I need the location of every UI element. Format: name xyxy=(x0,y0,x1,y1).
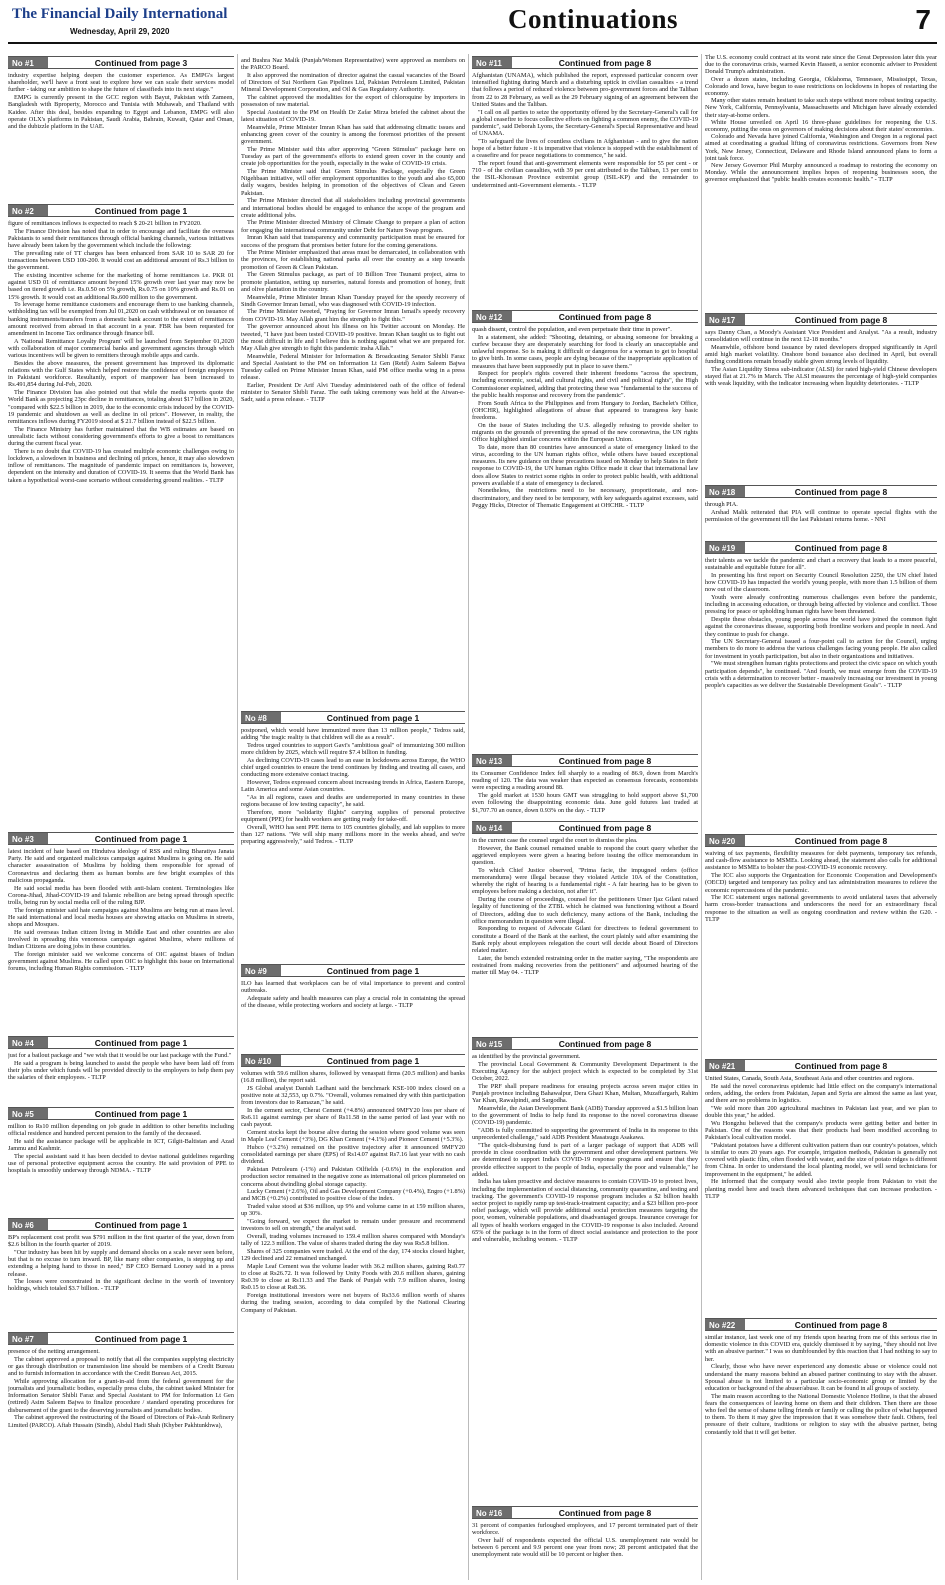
continued-from-label: Continued from page 1 xyxy=(326,713,420,723)
article-lead-continued xyxy=(705,54,937,312)
paragraph: While approving allocation for a grant-in-aid from the federal government for the journalists and journalistic bodies, especially press clubs, the cabinet tasked Minister for Information Senator Shibli Faraz and Special Assistant to PM for Information Lt Gen (retired) Asim Saleem Bajwa to finalize procedure / standard operating procedures for disbursement of the grant to the deserving journalists and journalistic bodies. xyxy=(8,1377,234,1414)
article-no-10 xyxy=(241,1054,465,1580)
article-no-9 xyxy=(241,964,465,1054)
paragraph: Maple Leaf Cement was the volume leader with 36.2 million shares, gaining Rs0.77 to close at Rs26.72. It was followed by Unity Foods with 20.6 million shares, gaining Rs0.39 to close at Rs11.33 and The Bank of Punjab with 7.9 million shares, losing Rs0.15 to close at Rs8.36. xyxy=(241,1262,465,1292)
article-header xyxy=(705,541,937,554)
article-body xyxy=(8,1345,234,1429)
article-body xyxy=(241,977,465,1009)
article-header xyxy=(472,1506,698,1519)
paragraph: The provincial Local Government & Community Development Department is the Executing Agency for the subject project which is expected to be completed by 31st October, 2022. xyxy=(472,1060,698,1083)
paragraph: "I call on all parties to seize the opportunity offered by the Secretary-General's call for a global ceasefire to focus collective efforts on fighting a common enemy, the COVID-19 pandemic", said Deborah Lyons, the Secretary-General's Special Representative and head of UNAMA. xyxy=(472,108,698,138)
paragraph: The cabinet approved the modalities for the export of chloroquine by importers in possession of raw material. xyxy=(241,94,465,109)
paragraph: The existing incentive scheme for the marketing of home remittances i.e. PKR 01 against USD 01 of remittance amount beyond 15% growth over last year may now be based on tiered growth i.e. Rs.0.50 on 5% growth, Rs.0.75 on 10% growth and Rs.01 on 15% growth. It would cost an additional Rs.600 million to the government. xyxy=(8,271,234,301)
article-header xyxy=(8,1036,234,1049)
article-no-16 xyxy=(472,1506,698,1580)
paragraph: Wu Hongzhu believed that the company's products were getting better and better in Pakistan. One of the reasons was that their products had been modified according to Pakistan's local cultivation model. xyxy=(705,1119,937,1142)
article-body xyxy=(705,847,937,923)
article-number-tag: No #6 xyxy=(8,1219,48,1230)
paragraph: Arshad Malik reiterated that PIA will continue to operate special flights with the permission of the government till the last Pakistani returns home. - NNI xyxy=(705,508,937,523)
continued-from-label: Continued from page 8 xyxy=(558,58,652,68)
continued-from-label: Continued from page 3 xyxy=(94,58,188,68)
paragraph: The Asian Liquidity Stress sub-indicator (ALSI) for rated high-yield Chinese developers stayed flat at 21.7% in March. The ALSI measures the percentage of high-yield companies with weak liquidity, with the indicator increasing when liquidity deteriorates. - TLTP xyxy=(705,366,937,388)
article-no-2 xyxy=(8,204,234,829)
article-number-tag: No #17 xyxy=(705,314,745,325)
paragraph: Respect for people's rights covered their inherent freedoms "across the spectrum, including economic, social, and cultural rights, and civil and political rights", the High Commissioner explained, adding that protecting these was "fundamental to the success of the public health response and recovery from the pandemic". xyxy=(472,370,698,399)
paragraph: The Prime Minister emphasized that areas must be demarcated, in collaboration with the provinces, for establishing national parks all over the country as a step towards promotion of Green & Clean Pakistan. xyxy=(241,249,465,271)
article-header xyxy=(8,56,234,69)
column-3 xyxy=(472,54,698,1580)
paragraph: Nonetheless, the restrictions need to be necessary, proportionate, and non-discriminatory, and they need to be temporary, with key safeguards against excesses, said Peggy Hicks, Director of Thematic Engagement at OHCHR. - TLTP xyxy=(472,487,698,509)
paragraph: as identified by the provincial government. xyxy=(472,1053,581,1060)
paragraph: similar instance, last week one of my friends upon hearing from me of this serious rise in domestic violence in this COVID era, quickly dismissed it by saying, "they should not live with an abusive partner." I was so dumbfounded by this reaction that I had nothing to say to her. xyxy=(705,1334,937,1363)
article-no-4 xyxy=(8,1036,234,1104)
paragraph: "We must strengthen human rights protections and protect the civic space on which youth participation depends", he continued. "And fourth, we must emerge from the COVID-19 crisis with a determination to recover better - massively increasing our investment in young people's capacities as we deliver the Sustainable Development Goals". - TLTP xyxy=(705,660,937,689)
paragraph: The U.S. economy could contract at its worst rate since the Great Depression later this year due to the coronavirus crisis, warned Kevin Hassett, a senior economic adviser to President Donald Trump's administration. xyxy=(705,54,937,76)
paragraph: waiving of tax payments, flexibility measures for debt payments, temporary tax refunds, and cash-flow assistance to MSMEs. Looking ahead, the statement also calls for additional assistance to MSMEs to bolster the post-COVID-19 economic recovery. xyxy=(705,850,937,872)
paragraph: Meanwhile, offshore bond issuance by rated developers dropped significantly in April amid high market volatility. Onshore bond issuance also declined in April, but overall funding conditions remain broadly stable given strong levels of liquidity. xyxy=(705,343,937,366)
paragraph: Overall, trading volumes increased to 159.4 million shares compared with Monday's tally of 122.3 million. The value of shares traded during the day was Rs5.8 billion. xyxy=(241,1232,465,1248)
paragraph: JS Global analyst Danish Ladhani said the benchmark KSE-100 index closed on a positive note at 32,553, up 0.7%. "Overall, volumes remained dry with thin participation from investors due to Ramazan," he said. xyxy=(241,1084,465,1107)
article-no-22 xyxy=(705,1318,937,1580)
paragraph: Many other states remain hesitant to take such steps without more robust testing capacity. New York, California, Pennsylvania, Massachusetts and Michigan have already extended their stay-at-home orders. xyxy=(705,97,937,119)
article-number-tag: No #13 xyxy=(472,755,512,766)
column-4 xyxy=(705,54,937,1580)
paragraph: The Prime Minister directed that all stakeholders including provincial governments and international bodies should be engaged to enhance the scope of the program and create additional jobs. xyxy=(241,197,465,219)
article-body xyxy=(705,498,937,523)
article-number-tag: No #7 xyxy=(8,1333,48,1344)
paragraph: quash dissent, control the population, and even perpetuate their time in power". xyxy=(472,326,672,333)
paragraph: The cabinet approved a proposal to notify that all the companies supplying electricity or gas through distribution or transmission line should be members of a Credit Bureau and to furnish information in accordance with the Credit Bureau Act, 2015. xyxy=(8,1355,234,1378)
paragraph: and Bushra Naz Malik (Punjab/Women Representative) were approved as members on the PARCO Board. xyxy=(241,57,465,72)
article-no-14 xyxy=(472,821,698,1036)
article-body xyxy=(241,724,465,845)
paragraph: The foreign minister said we welcome concerns of OIC against biases of Indian government against Muslims. He called upon OIC to highlight this issue on International forums, including Human Rights commission. - TLTP xyxy=(8,950,234,973)
paragraph: Therefore, more "solidarity flights" carrying supplies of personal protective equipment (PPE) for health workers are getting ready for take-off. xyxy=(241,808,465,823)
section-title: Continuations xyxy=(508,4,679,34)
article-no-8 xyxy=(241,711,465,951)
continued-from-label: Continued from page 1 xyxy=(94,834,188,844)
column-2 xyxy=(241,54,465,1580)
paragraph: The Prime Minister said this after approving "Green Stimulus" package here on Tuesday as part of the government's efforts to extend green cover in the county and create job opportunities for the youth, especially in the wake of COVID-19 crisis. xyxy=(241,145,465,168)
article-body xyxy=(705,554,937,689)
continued-from-label: Continued from page 1 xyxy=(326,966,420,976)
article-body xyxy=(705,1331,937,1436)
article-number-tag: No #4 xyxy=(8,1037,48,1048)
paragraph: It also approved the nomination of director against the casual vacancies of the Board of Directors of Sui Northern Gas Pipelines Ltd, Pakistan Petroleum Limited, Pakistan Mineral Development Corporation, and Oil & Gas Regulatory Authority. xyxy=(241,71,465,94)
paragraph: The Prime Minister said that Green Stimulus Package, especially the Green Nigehbaan initiative, will offer employment opportunities to the youth and also 65,000 daily wagers, besides helping in promotion of the objectives of Clean and Green Pakistan. xyxy=(241,168,465,197)
paragraph: During the course of proceedings, counsel for the petitioners Umer Ijaz Gilani raised legality of functioning of the ZTBL which he claimed was functioning without a Board of Directors, adding due to such deficiency, many actions of the Bank, including the office memorandum in question were illegal. xyxy=(472,896,698,925)
article-header xyxy=(472,754,698,767)
paragraph: The Prime Minister tweeted, "Praying for Governor Imran Ismail's speedy recovery from COVID-19. May Allah grant him the strength to fight this." xyxy=(241,308,465,323)
article-number-tag: No #20 xyxy=(705,835,745,846)
continued-from-label: Continued from page 8 xyxy=(558,823,652,833)
article-no-21 xyxy=(705,1059,937,1314)
paragraph: Meanwhile, the Asian Development Bank (ADB) Tuesday approved a $1.5 billion loan to the government of India to help fund its response to the novel coronavirus disease (COVID-19) pandemic. xyxy=(472,1104,698,1127)
article-number-tag: No #10 xyxy=(241,1055,281,1066)
article-no-12 xyxy=(472,310,698,752)
paragraph: ILO has learned that workplaces can be of vital importance to prevent and control outbreaks. xyxy=(241,980,465,995)
paragraph: just for a bailout package and "we wish that it would be our last package with the Fund." xyxy=(8,1052,232,1059)
article-body xyxy=(8,217,234,484)
article-body xyxy=(472,834,698,976)
paragraph: Despite these obstacles, young people across the world have joined the common fight against the coronavirus disease, supporting both frontline workers and people in need. And they continue to push for change. xyxy=(705,616,937,638)
masthead xyxy=(8,4,937,44)
paragraph: He said overseas Indian citizen living in Middle East and other countries are also involved in spreading this venomous campaign against Muslims, where millions of Indian Citizens are doing jobs in these countries. xyxy=(8,928,234,951)
continued-from-label: Continued from page 8 xyxy=(558,1508,652,1518)
article-no-5 xyxy=(8,1107,234,1217)
paragraph: Besides the above measures, the present government has improved its diplomatic relations with the Gulf States which helped restore the confidence of foreign employers in Pakistani workforce. Resultantly, export of manpower has been increased to Rs.491,854 during Jul-Feb, 2020. xyxy=(8,359,234,389)
article-header xyxy=(705,834,937,847)
paragraph: To date, more than 80 countries have announced a state of emergency linked to the virus, according to the UN human rights office, while others have issued exceptional measures. Its new guidance on these precautions issued on Monday to help States in their response to COVID-19, the UN human rights Office made it clear that international law does allow States to restrict some rights in order to protect public health, with additional powers available if a state of emergency is declared. xyxy=(472,443,698,487)
paragraph: The main reason according to the National Domestic Violence Hotline, is that the abused fears the consequences of leaving home on them and their children. Then there are those who feel the sense of shame telling friends or family or calling the police of what happened to them. To them it may give the impression that it was somehow their fault. Others, feel pressure of their culture, traditions or religion to stay with the abusive partner, being constantly told that it will get better. xyxy=(705,1392,937,1436)
continued-from-label: Continued from page 1 xyxy=(326,1056,420,1066)
paragraph: Adequate safety and health measures can play a crucial role in containing the spread of the disease, while protecting workers and society at large. - TLTP xyxy=(241,994,465,1010)
article-body xyxy=(8,69,234,130)
paragraph: The Finance Ministry has further maintained that the WB estimates are based on unrealistic facts without considering government's efforts to give a boost to remittances during the current fiscal year. xyxy=(8,425,234,448)
paragraph: The special assistant said it has been decided to devise national guidelines regarding use of personal protective equipment across the country. He said provision of PPE to hospitals is smoothly underway through NDMA. - TLTP xyxy=(8,1152,234,1175)
article-no-7 xyxy=(8,1332,234,1580)
continued-from-label: Continued from page 8 xyxy=(558,1039,652,1049)
article-number-tag: No #9 xyxy=(241,965,281,976)
article-header xyxy=(241,1054,465,1067)
article-number-tag: No #1 xyxy=(8,57,48,68)
paragraph: Later, the bench extended restraining order in the matter saying, "The respondents are restrained from making recoveries from the petitioners" and adjourned hearing of the matter till May 04. - TLTP xyxy=(472,954,698,977)
article-no-7-continued xyxy=(241,54,465,709)
article-number-tag: No #18 xyxy=(705,486,745,497)
paragraph: The ICC also supports the Organization for Economic Cooperation and Development's (OECD) targeted and temporary tax policy and tax administration measures to relieve the economic repercussions of the pandemic. xyxy=(705,872,937,894)
paragraph: Traded value stood at $36 million, up 9% and volume came in at 159 million shares, up 30%. xyxy=(241,1203,465,1218)
paragraph: "To safeguard the lives of countless civilians in Afghanistan - and to give the nation hope of a better future - it is imperative that violence is stopped with the establishment of a ceasefire and for peace negotiations to commence," he said. xyxy=(472,137,698,160)
article-header xyxy=(241,711,465,724)
article-header xyxy=(705,313,937,326)
paragraph: figure of remittances inflows is expected to reach $ 20-21 billion in FY2020. xyxy=(8,220,202,227)
article-header xyxy=(241,964,465,977)
paragraph: New Jersey Governor Phil Murphy announced a roadmap to restoring the economy on Monday. While the announcement implies hopes of reopening businesses soon, the governor emphasized that "public health creates economic health." - TLTP xyxy=(705,162,937,184)
paragraph: presence of the netting arrangement. xyxy=(8,1348,100,1355)
paragraph: He said social media has been flooded with anti-Islam content. Terminologies like Corona-Jihad, Jihad-COVID-19 and Islamic rebellion are being spread through specific trolls, being run by social media cell of the ruling BJP. xyxy=(8,884,234,906)
paragraph: Meanwhile, Prime Minister Imran Khan has said that addressing climatic issues and enhancing green cover of the country is among the foremost priorities of the present government. xyxy=(241,123,465,146)
paragraph: Colorado and Nevada have joined California, Washington and Oregon in a regional pact aimed at coordinating a gradual lifting of coronavirus restrictions. Governors from New York, New Jersey, Connecticut, Delaware and Rhode Island announced plans to form a joint task force. xyxy=(705,133,937,162)
paragraph: The PRF shall prepare readiness for ensuing projects across seven major cities in Punjab province including Bahawalpur, Dera Ghazi Khan, Multan, Muzaffargarh, Rahim Yar Khan, Rawalpindi, and Sargodha. xyxy=(472,1082,698,1105)
continued-from-label: Continued from page 8 xyxy=(794,543,888,553)
paragraph: "As in all regions, cases and deaths are underreported in many countries in these regions because of low testing capacity", he said. xyxy=(241,793,465,809)
paragraph: Special Assistant to the PM on Health Dr Zafar Mirza briefed the cabinet about the latest situation of COVID-19. xyxy=(241,108,465,124)
paragraph: "Pakistani potatoes have a different cultivation pattern than our country's potatoes, which is similar to ours 20 years ago. For example, irrigation methods, Pakistan is generally not covered with plastic film, often flooded with water, and the size of potato ridges is different from China. In order to understand the local planting model, we will send technicians for improvement in the equipment," he added. xyxy=(705,1141,937,1178)
article-body xyxy=(8,1231,234,1293)
paragraph: says Danny Chan, a Moody's Assistant Vice President and Analyst. "As a result, industry consolidation will continue in the next 12-18 months." xyxy=(705,329,937,344)
article-header xyxy=(8,204,234,217)
article-no-18 xyxy=(705,485,937,541)
continued-from-label: Continued from page 1 xyxy=(94,1334,188,1344)
paragraph: Foreign institutional investors were net buyers of Rs33.6 million worth of shares during the trading session, according to data compiled by the National Clearing Company of Pakistan. xyxy=(241,1292,465,1314)
paragraph: The ICC statement urges national governments to avoid unilateral taxes that adversely harm cross-border transactions and underscores the need for an extraordinary fiscal response to the situation as well as ongoing coordination and review within the G20. - TLTP xyxy=(705,894,937,923)
paragraph: The governor announced about his illness on his Twitter account on Monday. He tweeted, "I have just been tested COVID-19 positive. Imran Khan taught us to fight out the most difficult in life and I believe this is nothing against what we are prepared for. May Allah give strength to fight this pandemic insha Allah." xyxy=(241,323,465,352)
paragraph: However, the Bank counsel remained unable to respond the court query whether the aggrieved employees were given a hearing before issuing the office memorandum in question. xyxy=(472,844,698,867)
paragraph: The UN Secretary-General issued a four-point call to action for the Council, urging members to do more to address the various challenges facing young people. He also called for investment in youth participation, but also in their organizations and initiatives. xyxy=(705,638,937,660)
article-number-tag: No #16 xyxy=(472,1507,512,1518)
continued-from-label: Continued from page 1 xyxy=(94,1220,188,1230)
continued-from-label: Continued from page 8 xyxy=(558,756,652,766)
paragraph: To leverage home remittance customers and encourage them to use banking channels, withholding tax will be exempted from Jul 01,2020 on cash withdrawal or on issuance of banking instruments/transfers from a domestic bank account to the extent of remittances amount received from abroad in that account in a year. FBR has been requested for amendment in Income Tax ordinance through finance bill. xyxy=(8,301,234,338)
paragraph: Responding to request of Advocate Gilani for directives to federal government to constitute a Board of the Bank at the earliest, the court plainly said after examining the Bank reply about employees relegation the court will decide about Board of Directors related matter. xyxy=(472,925,698,955)
article-number-tag: No #2 xyxy=(8,205,48,216)
paragraph: The foreign minister said hate campaigns against Muslims are being run at mass level. He said international and local media houses are showing attacks on Muslims in streets, shops and Mosques. xyxy=(8,906,234,929)
continued-from-label: Continued from page 8 xyxy=(794,836,888,846)
page-number: 7 xyxy=(915,4,931,35)
paragraph: Over a dozen states, including Georgia, Oklahoma, Tennessee, Mississippi, Texas, Colorado and Iowa, have begun to ease restrictions on lockdowns in hopes of restarting the economy. xyxy=(705,75,937,98)
column-divider xyxy=(468,54,469,1580)
paragraph: Earlier, President Dr Arif Alvi Tuesday administered oath of the office of federal minister to Senator Shibli Faraz. The oath taking ceremony was held at the Aiwan-e-Sadr, said a press release. - TLTP xyxy=(241,381,465,404)
article-no-20 xyxy=(705,834,937,1057)
paragraph: Meanwhile, Federal Minister for Information & Broadcasting Senator Shibli Faraz and Special Assistant to the PM on Information Lt Gen (Retd) Asim Saleem Bajwa Tuesday called on Prime Minister Imran Khan, said PM office media wing in a press release. xyxy=(241,352,465,382)
paragraph: However, Tedros expressed concern about increasing trends in Africa, Eastern Europe, Latin America and some Asian countries. xyxy=(241,778,465,794)
paragraph: The prevailing rate of TT charges has been enhanced from SAR 10 to SAR 20 for transactions between USD 100-200. It would cost an additional amount of Rs.3 billion to the government. xyxy=(8,249,234,272)
article-body xyxy=(472,767,698,814)
paragraph: The losses were concentrated in the significant decline in the worth of inventory holdings, which totaled $3.7 billion. - TLTP xyxy=(8,1278,234,1293)
paragraph: Lucky Cement (+2.6%), Oil and Gas Development Company (+0.4%), Engro (+1.8%) and MCB (+0.2%) contributed to positive close of the index. xyxy=(241,1188,465,1203)
paragraph: through PIA. xyxy=(705,501,738,508)
article-number-tag: No #22 xyxy=(705,1319,745,1330)
paragraph: volumes with 59.6 million shares, followed by venaspati firms (20.5 million) and banks (16.8 million), the report said. xyxy=(241,1070,465,1085)
paragraph: In the cement sector, Cherat Cement (+4.8%) announced 9MFY20 loss per share of Rs6.11 against earnings per share of Rs11.58 in the same period of last year with no cash payout. xyxy=(241,1107,465,1129)
article-number-tag: No #14 xyxy=(472,822,512,833)
article-header xyxy=(705,485,937,498)
column-divider xyxy=(237,54,238,1580)
article-body xyxy=(8,1049,234,1081)
article-number-tag: No #15 xyxy=(472,1038,512,1049)
article-header xyxy=(8,1218,234,1231)
article-header xyxy=(705,1318,937,1331)
article-body xyxy=(241,54,465,404)
paragraph: BP's replacement cost profit was $791 million in the first quarter of the year, down from $2.6 billion in the fourth quarter of 2019. xyxy=(8,1234,234,1249)
paragraph: "Our industry has been hit by supply and demand shocks on a scale never seen before, but that is no excuse to turn inward. BP, like many other companies, is stepping up and extending a helping hand to those in need," BP CEO Bernard Looney said in a press release. xyxy=(8,1248,234,1278)
paragraph: million to Rs10 million depending on job grade in addition to other benefits including official residence and hundred percent pension to the family of the deceased. xyxy=(8,1123,234,1138)
article-header xyxy=(8,1107,234,1120)
article-number-tag: No #12 xyxy=(472,311,512,322)
paragraph: In a statement, she added: "Shooting, detaining, or abusing someone for breaking a curfew because they are desperately searching for food is clearly an unacceptable and unlawful response. So is making it difficult or dangerous for a woman to get to hospital to give birth. In some cases, people are dying because of the inappropriate application of measures that have been supposedly put in place to save them." xyxy=(472,333,698,370)
article-body xyxy=(241,1067,465,1314)
paragraph: in the current case the counsel urged the court to dismiss the plea. xyxy=(472,837,638,844)
article-no-15 xyxy=(472,1037,698,1487)
article-body xyxy=(472,69,698,189)
paragraph: "The quick-disbursing fund is part of a larger package of support that ADB will provide in close coordination with the government and other development partners. We are determined to support India's COVID-19 response programs and ensure that they provide effective support to the people of India, especially the poor and vulnerable," he added. xyxy=(472,1141,698,1178)
paragraph: their talents as we tackle the pandemic and chart a recovery that leads to a more peaceful, sustainable and equitable future for all". xyxy=(705,557,937,572)
paragraph: From South Africa to the Philippines and from Hungary to Jordan, Bachelet's Office, (OHCHR), highlighted allegations of abuse that appeared to transgress key basic freedoms. xyxy=(472,399,698,421)
column-1 xyxy=(8,54,234,1580)
paragraph: The cabinet approved the restructuring of the Board of Directors of Pak-Arab Refinery Limited (PARCO). Aftab Hussain (Sindh), Abdul Hadi Shah (Khyber Pakhtunkhwa), xyxy=(8,1414,234,1429)
paragraph: Youth were already confronting numerous challenges even before the pandemic, including in accessing education, or through being affected by violence and conflict. Those pressing for peace or upholding human rights have been threatened. xyxy=(705,594,937,616)
paragraph: Over half of respondents expected the official U.S. unemployment rate would be between 6 percent and 9.9 percent one year from now; 28 percent anticipated that the unemployment rate would still be 10 percent or higher then. xyxy=(472,1536,698,1559)
issue-date: Wednesday, April 29, 2020 xyxy=(70,27,170,36)
paragraph: The Finance Division has also pointed out that while the media reports quote the World Bank as projecting 23pc decline in remittances, totaling about $17 billion in 2020, "compared with $22.5 billion in 2019, due to the economic crisis induced by the COVID-19 pandemic and shutdown as well as decline in oil prices". However, in reality, the remittances inflows during FY2019 stood at $ 21.7 billion instead of $22.5 billion. xyxy=(8,389,234,425)
paragraph: Pakistan Petroleum (-1%) and Pakistan Oilfields (-0.6%) in the exploration and production sector remained in the negative zone as international oil prices plummeted on concerns about dwindling global storage capacity. xyxy=(241,1166,465,1188)
article-body xyxy=(472,1519,698,1559)
article-body xyxy=(472,1050,698,1243)
newspaper-name: The Financial Daily International xyxy=(12,6,228,22)
paragraph: The Finance Division has noted that in order to encourage and facilitate the overseas Pakistanis to send their remittances through official banking channels, various initiatives have already been taken by the government which include the following: xyxy=(8,227,234,250)
paragraph: EMPG is currently present in the GCC region with Bayut, Pakistan with Zameen, Bangladesh with Bproperty, Morocco and Tunisia with Mubawab, and Thailand with Kaidee. After this deal, besides expanding to Egypt and Lebanon, EMPG will also operate OLX's platforms in Pakistan, Saudi Arabia, Bahrain, Kuwait, Qatar and Oman, and the dubizzle platform in the UAE. xyxy=(8,94,234,130)
continued-from-label: Continued from page 1 xyxy=(94,1109,188,1119)
paragraph: Shares of 325 companies were traded. At the end of the day, 174 stocks closed higher, 129 declined and 22 remained unchanged. xyxy=(241,1247,465,1263)
paragraph: Clearly, those who have never experienced any domestic abuse or violence could not understand the many reasons behind an abused partner continuing to stay with the abuser. Spousal abuse is not limited to a particular socio-economic group or limited by the education or background of the abuser/abuse. It can be found in all groups of society. xyxy=(705,1363,937,1392)
paragraph: He said a program is being launched to assist the people who have been laid off from their jobs under which funds will be provided directly to the employers to help them pay the salaries of their employees. - TLTP xyxy=(8,1059,234,1082)
article-header xyxy=(8,832,234,845)
article-body xyxy=(705,326,937,388)
paragraph: India has taken proactive and decisive measures to contain COVID-19 to protect lives, including the implementation of social distancing, community quarantine, and testing and tracking. The government's COVID-19 response program includes a $2 billion health sector project to rapidly ramp up test-track-treatment capacity; and a $23 billion pro-poor relief package, which will provide additional social protection measures targeting the poor, women, vulnerable populations, and disadvantaged groups. Insurance coverage for all types of health workers engaged in the COVID-19 response is also included. Around 65% of the package is in the form of direct social assistance and protection to the poor and vulnerable, including women. - TLTP xyxy=(472,1178,698,1244)
paragraph: On the issue of States including the U.S. allegedly refusing to provide shelter to migrants on the grounds of preventing the spread of the new coronavirus, the UN rights Office highlighted similar concerns within the European Union. xyxy=(472,421,698,444)
article-body xyxy=(472,323,698,509)
paragraph: "ADB is fully committed to supporting the government of India in its response to this unprecedented challenge," said ADB President Masatsugu Asakawa. xyxy=(472,1127,698,1142)
paragraph: Overall, WHO has sent PPE items to 105 countries globally, and lab supplies to more than 127 nations. "We will ship many millions more in the weeks ahead, and we're preparing aggressively," said Tedros. - TLTP xyxy=(241,823,465,846)
article-number-tag: No #8 xyxy=(241,712,281,723)
paragraph: industry expertise helping deepen the customer experience. As EMPG's largest shareholder, we'll have a front seat to explore how we can scale their services model further - taking our ambition to shape the future of classifieds into its next stage." xyxy=(8,72,234,94)
article-number-tag: No #21 xyxy=(705,1060,745,1071)
article-no-1 xyxy=(8,56,234,206)
article-header xyxy=(472,821,698,834)
paragraph: The Green Stimulus package, as part of 10 Billion Tree Tsunami project, aims to promote plantation, setting up nurseries, natural forests and promotion of honey, fruit and olive plantation in the country. xyxy=(241,271,465,293)
paragraph: To which Chief Justice observed, "Prima facie, the impugned orders (office memorandums) were illegal because they violated Article 10A of the Constitution, whereby the right of hearing is a fundamental right - A fair hearing has to be given to employees before making a decision, not after it". xyxy=(472,866,698,896)
paragraph: Meanwhile, Prime Minister Imran Khan Tuesday prayed for the speedy recovery of Sindh Governor Imran Ismail, who was diagnosed with COVID-19 infection. xyxy=(241,293,465,308)
article-number-tag: No #19 xyxy=(705,542,745,553)
paragraph: "Going forward, we expect the market to remain under pressure and recommend investors to sell on strength," the analyst said. xyxy=(241,1218,465,1233)
paragraph: Afghanistan (UNAMA), which published the report, expressed particular concern over intensified fighting during March and a disturbing uptick in civilian casualties - a trend that follows a period of reduced violence between pro-government forces and the Taliban from 22 to 28 February, as well as the 29 February signing of an agreement between the United States and the Taliban. xyxy=(472,72,698,108)
paragraph: Imran Khan said that transparency and community participation must be ensured for success of the program that promises better future for the coming generations. xyxy=(241,234,465,249)
paragraph: A 'National Remittance Loyalty Program' will be launched from September 01,2020 with collaboration of major commercial banks and government agencies through which various incentives will be given to remitters through mobile apps and cards. xyxy=(8,337,234,360)
paragraph: The report found that anti-government elements were responsible for 55 per cent - or 710 - of the civilian casualties, with 39 per cent attributed to the Taliban, 13 per cent to the ISIL-Khorasan Province extremist group (ISIL-KP) and the remainder to undetermined anti-Government elements. - TLTP xyxy=(472,159,698,189)
paragraph: Tedros urged countries to support Gavi's "ambitious goal" of immunizing 300 million more children by 2025, which will require $7.4 billion in funding. xyxy=(241,741,465,757)
paragraph: The gold market at 1530 hours GMT was struggling to hold support above $1,700 even following the disappointing economic data. June gold futures last traded at $1,707.70 an ounce, down 0.93% on the day. - TLTP xyxy=(472,792,698,814)
paragraph: White House unveiled on April 16 three-phase guidelines for reopening the U.S. economy, putting the onus on governors of making decisions about their states' economies. xyxy=(705,118,937,134)
paragraph: In presenting his first report on Security Council Resolution 2250, the UN chief listed how COVID-19 has impacted the world's young people, with more than 1.5 billion of them now out of the classroom. xyxy=(705,571,937,594)
article-no-19 xyxy=(705,541,937,831)
paragraph: United States, Canada, South Asia, Southeast Asia and other countries and regions. xyxy=(705,1075,914,1082)
paragraph: Cement stocks kept the bourse alive during the session where good volume was seen in Maple Leaf Cement (+3%), DG Khan Cement (+4.1%) and Pioneer Cement (+5.3%). xyxy=(241,1129,465,1144)
article-no-11 xyxy=(472,56,698,311)
article-body xyxy=(8,1120,234,1174)
continued-from-label: Continued from page 8 xyxy=(794,1061,888,1071)
paragraph: its Consumer Confidence Index fell sharply to a reading of 86.9, down from March's reading of 120. The data was weaker than expected as consensus forecasts, economists were expecting a reading around 88. xyxy=(472,770,698,792)
article-number-tag: No #5 xyxy=(8,1108,48,1119)
paragraph: There is no doubt that COVID-19 has created multiple economic challenges owing to lockdown, a slowdown in business and declining oil prices, hence, it may also slowdown inflow of remittances. The magnitude of pandemic impact on remittances is, however, dependent on the intensity and duration of COVID-19. It seems that the World Bank has taken a hypothetical worst-case scenario without considering ground realities. - TLTP xyxy=(8,447,234,484)
continued-from-label: Continued from page 8 xyxy=(794,487,888,497)
paragraph: The Prime Minister directed Ministry of Climate Change to prepare a plan of action for engaging the international community under Debt for Nature Swap program. xyxy=(241,219,465,234)
article-body xyxy=(705,1072,937,1200)
continued-from-label: Continued from page 1 xyxy=(94,206,188,216)
paragraph: latest incident of hate based on Hindutva ideology of RSS and ruling Bharatiya Janata Party. He said and organized malicious campaign against Muslims is going on. He said character assassination of Muslims by holding them responsible for spread of Coronavirus and declaring them as human bombs are few bright examples of this malicious propaganda. xyxy=(8,848,234,884)
paragraph: "We sold more than 200 agricultural machines in Pakistan last year, and we plan to double this year," he added. xyxy=(705,1104,937,1120)
article-no-17 xyxy=(705,313,937,478)
continued-from-label: Continued from page 8 xyxy=(558,312,652,322)
article-number-tag: No #3 xyxy=(8,833,48,844)
article-body xyxy=(8,845,234,972)
column-divider xyxy=(701,54,702,1580)
article-no-6 xyxy=(8,1218,234,1328)
article-header xyxy=(472,310,698,323)
paragraph: Hubco (+3.2%) remained on the positive trajectory after it announced 9MFY20 consolidated earnings per share (EPS) of Rs14.07 against Rs7.16 last year with no cash dividend. xyxy=(241,1144,465,1166)
paragraph: He said the assistance package will be applicable in ICT, Gilgit-Baltistan and Azad Jammu and Kashmir. xyxy=(8,1137,234,1153)
article-header xyxy=(472,1037,698,1050)
article-header xyxy=(472,56,698,69)
paragraph: 31 percent of companies furloughed employees, and 17 percent terminated part of their workforce. xyxy=(472,1522,698,1537)
continued-from-label: Continued from page 8 xyxy=(794,315,888,325)
article-no-13 xyxy=(472,754,698,822)
paragraph: He said the novel coronavirus epidemic had little effect on the company's international orders, adding, the orders from Pakistan, Japan and Syria are almost the same as last year, and there are no problems in logistics. xyxy=(705,1082,937,1105)
article-header xyxy=(705,1059,937,1072)
article-number-tag: No #11 xyxy=(472,57,512,68)
article-header xyxy=(8,1332,234,1345)
paragraph: postponed, which would have immunized more than 13 million people," Tedros said, adding "the tragic reality is that children will die as a result". xyxy=(241,727,465,742)
continued-from-label: Continued from page 8 xyxy=(794,1320,888,1330)
paragraph: He informed that the company would also invite people from Pakistan to visit the planting model here and teach them advanced techniques that can increase production. - TLTP xyxy=(705,1178,937,1200)
continued-from-label: Continued from page 1 xyxy=(94,1038,188,1048)
paragraph: As declining COVID-19 cases lead to an ease in lockdowns across Europe, the WHO chief urged countries to ensure the trend continues by finding and treating all cases, and conducting more extensive contact tracing. xyxy=(241,756,465,779)
